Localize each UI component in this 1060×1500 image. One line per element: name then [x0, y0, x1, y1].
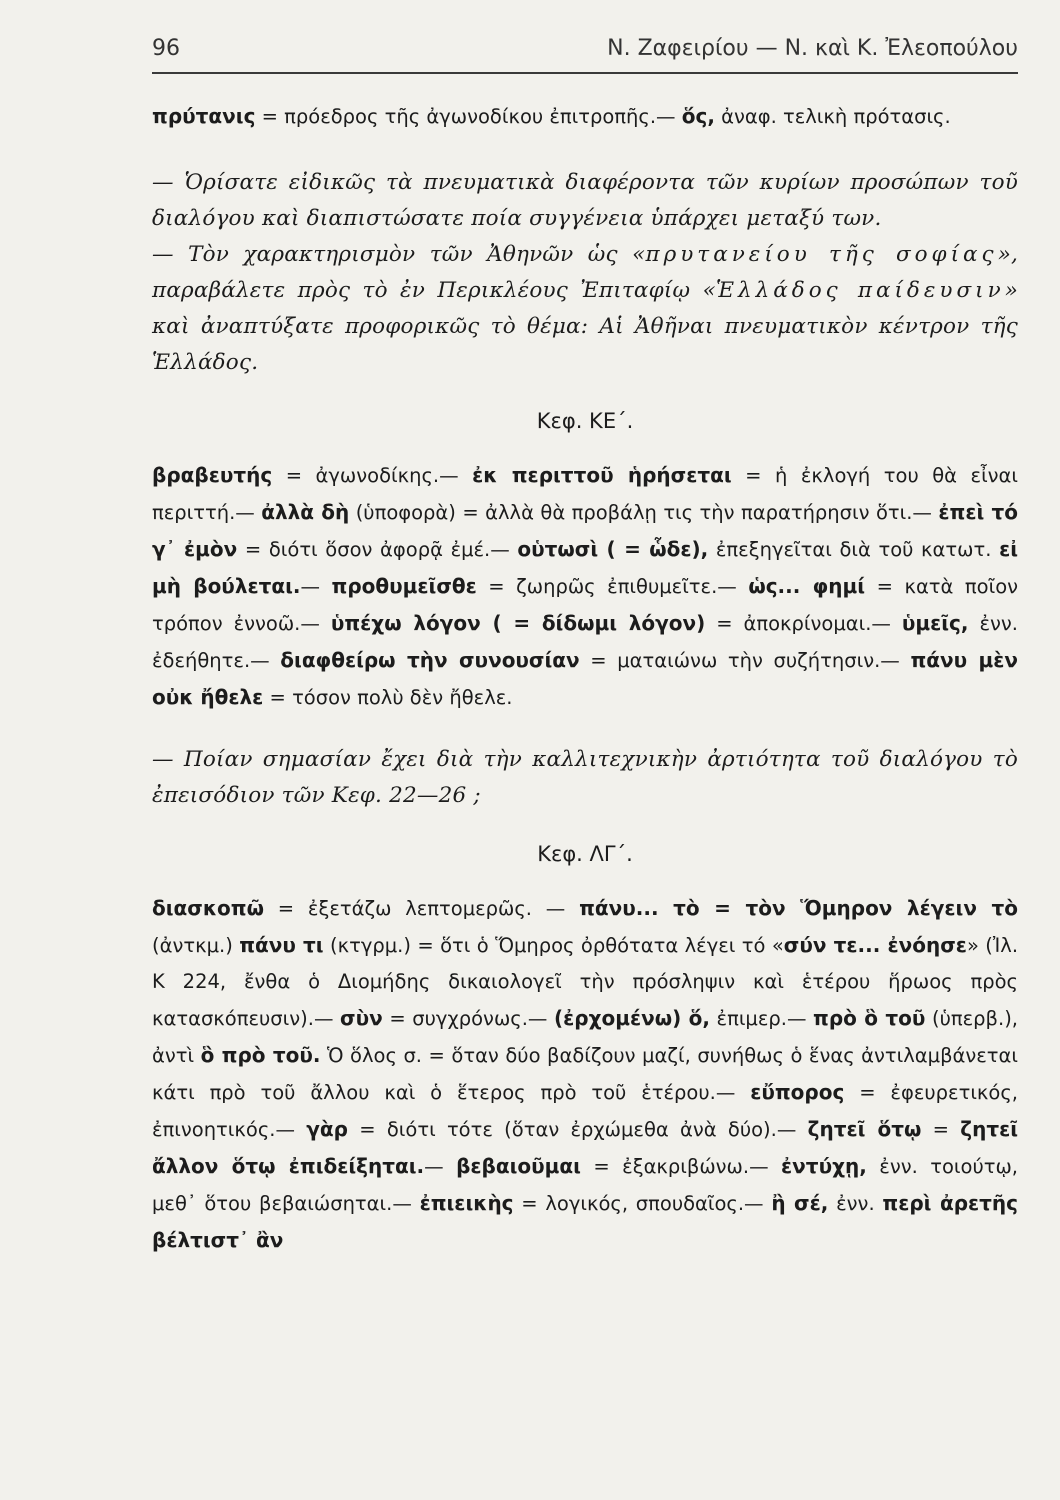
gloss: = συγχρόνως.— — [382, 1007, 555, 1030]
term: ἐντύχῃ, — [781, 1154, 867, 1178]
chapter-heading-lg: Κεφ. ΛΓ΄. — [537, 842, 633, 866]
term: προθυμεῖσθε — [331, 574, 477, 598]
gloss: = ἀποκρίνομαι.— — [705, 612, 902, 635]
gloss: = πρόεδρος τῆς ἀγωνοδίκου ἐπιτροπῆς.— — [255, 105, 682, 128]
question-2 — [152, 237, 1018, 381]
term: πάνυ μὲν οὐκ ἤθελε — [152, 648, 1018, 709]
page-body — [152, 98, 1018, 1259]
term: εἰ μὴ βούλεται. — [152, 537, 1018, 598]
term: διαφθείρω τὴν συνουσίαν — [280, 648, 580, 672]
glossary-paragraph-3 — [152, 890, 1018, 1259]
term: βραβευτής — [152, 463, 273, 487]
term: εὔπορος — [750, 1080, 845, 1104]
gloss: = κατὰ ποῖον τρόπον ἐννοῶ.— — [152, 575, 1019, 635]
gloss: = — [921, 1118, 961, 1141]
term: πάνυ... τὸ = τὸν Ὅμηρον λέγειν τὸ — [579, 896, 1019, 920]
term: ὃ πρὸ τοῦ. — [200, 1043, 321, 1067]
gloss: = διότι τότε (ὅταν ἐρχώμεθα ἀνὰ δύο).— — [347, 1118, 808, 1141]
gloss: ἐνν. τοιούτῳ, μεθ᾽ ὅτου βεβαιώσηται.— — [152, 1155, 1019, 1215]
gloss: = λογικός, σπουδαῖος.— — [513, 1192, 772, 1215]
term: ἐπιεικὴς — [419, 1191, 514, 1215]
gloss: = ἐφευρετικός, ἐπινοητικός.— — [152, 1081, 1018, 1141]
term: ἐκ περιττοῦ ἡρήσεται — [472, 463, 732, 487]
gloss: (κτγρμ.) = ὅτι ὁ Ὅμηρος ὀρθότατα λέγει τό « — [323, 934, 784, 957]
question-3: — Ποίαν σημασίαν ἔχει διὰ τὴν καλλιτεχνικὴν ἀρτιότητα τοῦ διαλόγου τὸ ἐπεισόδιον τῶν Κεφ. 22—26 ; — [152, 747, 1018, 808]
question-1: — Ὁρίσατε εἰδικῶς τὰ πνευματικὰ διαφέροντα τῶν κυρίων προσώπων τοῦ διαλόγου καὶ διαπιστώσατε ποία συγγένεια ὑπάρχει μεταξύ των. — [152, 170, 1018, 231]
header-rule — [152, 72, 1018, 74]
gloss: ἐνν. ἐδεήθητε.— — [152, 612, 1018, 672]
glossary-paragraph-1 — [152, 98, 1018, 135]
term: οὑτωσὶ ( = ὧδε), — [517, 537, 709, 561]
term: σύν τε... ἐνόησε — [783, 933, 967, 957]
gloss: (ὑπερβ.), ἀντὶ — [152, 1007, 1018, 1067]
term: (ἐρχομένω) ὅ, — [554, 1006, 710, 1030]
gloss: = διότι ὅσον ἀφορᾷ ἐμέ.— — [237, 538, 518, 561]
gloss: ἐπιμερ.— — [709, 1007, 814, 1030]
spaced-quote: πρυτανείου τῆς σοφίας — [645, 242, 998, 267]
term: πρὸ ὃ τοῦ — [813, 1006, 926, 1030]
gloss: = ἡ ἐκλογή του θὰ εἶναι περιττή.— — [152, 464, 1019, 524]
gloss: Ὁ ὅλος σ. = ὅταν δύο βαδίζουν μαζί, συνήθως ὁ ἕνας ἀντιλαμβάνεται κάτι πρὸ τοῦ ἄλλου καὶ ὁ ἕτερος πρὸ τοῦ ἑτέρου.— — [152, 1044, 1018, 1104]
gloss: ἀναφ. τελικὴ πρότασις. — [714, 105, 951, 128]
gloss: (ἀντκμ.) — [152, 934, 240, 957]
term: ὑμεῖς, — [901, 611, 969, 635]
term: βεβαιοῦμαι — [456, 1154, 581, 1178]
term: πρύτανις — [152, 104, 256, 128]
page-header — [152, 36, 1018, 61]
gloss: = τόσον πολὺ δὲν ἤθελε. — [263, 686, 513, 709]
term: ἀλλὰ δὴ — [261, 500, 350, 524]
chapter-heading-ke: Κεφ. ΚΕ΄. — [536, 409, 634, 433]
term: ὅς, — [681, 104, 715, 128]
term: ἐπεὶ τό γ᾽ ἐμὸν — [152, 500, 1018, 561]
gloss: = ματαιώνω τὴν συζήτησιν.— — [579, 649, 911, 672]
running-title: Ν. Ζαφειρίου — Ν. καὶ Κ. Ἐλεοπούλου — [607, 36, 1018, 61]
gloss: = ζωηρῶς ἐπιθυμεῖτε.— — [476, 575, 749, 598]
term: σὺν — [340, 1006, 383, 1030]
question-text: — Τὸν χαρακτηρισμὸν τῶν Ἀθηνῶν ὡς « — [152, 242, 646, 267]
term: ἢ σέ, — [771, 1191, 829, 1215]
glossary-paragraph-2 — [152, 457, 1018, 716]
gloss: ἐνν. — [828, 1192, 883, 1215]
question-text: », παραβάλετε πρὸς τὸ ἐν Περικλέους Ἐπιταφίῳ « — [152, 242, 1018, 303]
term: γὰρ — [306, 1117, 348, 1141]
gloss: » (Ἰλ. Κ 224, ἔνθα ὁ Διομήδης δικαιολογεῖ τὴν πρόσληψιν καὶ ἑτέρου ἥρωος πρὸς κατασκόπευσιν).— — [152, 934, 1019, 1030]
gloss: = ἐξακριβώνω.— — [580, 1155, 782, 1178]
term: ὡς... φημί — [748, 574, 866, 598]
term: ζητεῖ ἄλλον ὅτῳ ἐπιδείξηται. — [152, 1117, 1019, 1178]
gloss: (ὑποφορὰ) = ἀλλὰ θὰ προβάλῃ τις τὴν παρατήρησιν ὅτι.— — [349, 501, 939, 524]
gloss: — — [424, 1155, 457, 1178]
term: πάνυ τι — [239, 933, 324, 957]
gloss: ἐπεξηγεῖται διὰ τοῦ κατωτ. — [708, 538, 1000, 561]
question-text: » καὶ ἀναπτύξατε προφορικῶς τὸ θέμα: Αἱ Ἀθῆναι πνευματικὸν κέντρον τῆς Ἑλλάδος. — [152, 278, 1018, 375]
term: ζητεῖ ὅτῳ — [807, 1117, 922, 1141]
gloss: — — [300, 575, 332, 598]
term: ὑπέχω λόγον ( = δίδωμι λόγον) — [330, 611, 706, 635]
gloss: = ἀγωνοδίκης.— — [272, 464, 473, 487]
spaced-quote: Ἑλλάδος παίδευσιν — [715, 278, 1005, 303]
page-number: 96 — [152, 36, 180, 61]
term: περὶ ἀρετῆς βέλτιστ᾽ ἂν — [152, 1191, 1019, 1252]
term: διασκοπῶ — [152, 896, 265, 920]
gloss: = ἐξετάζω λεπτομερῶς. — — [264, 897, 580, 920]
